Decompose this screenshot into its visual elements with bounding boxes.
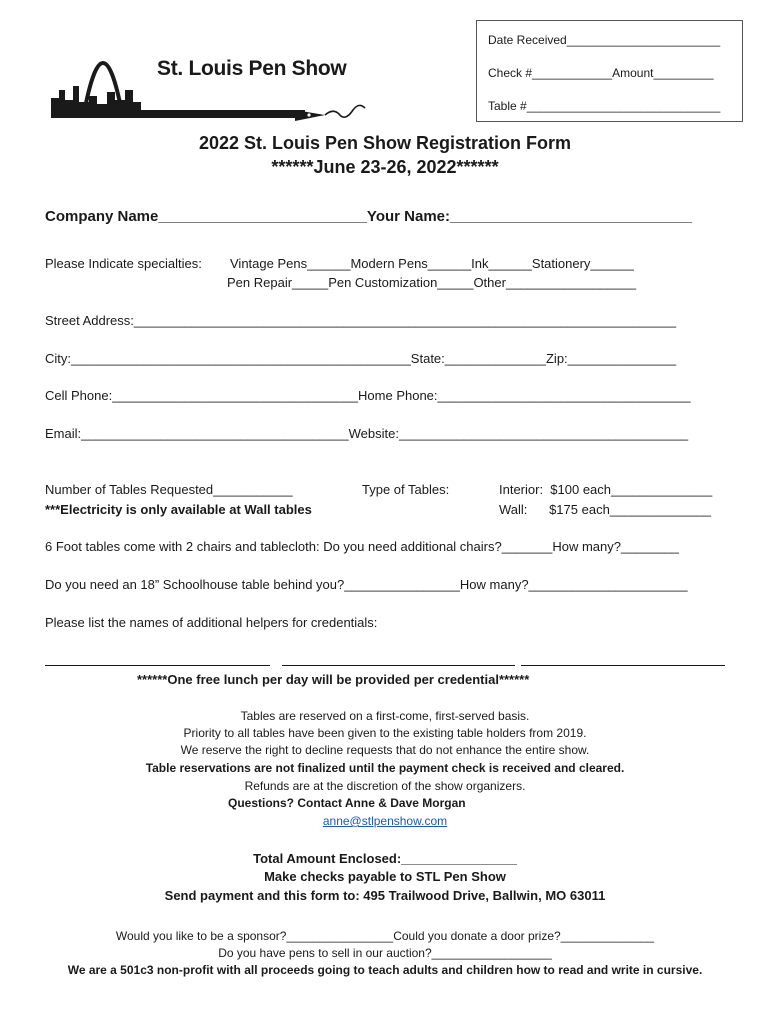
page-title: 2022 St. Louis Pen Show Registration Form bbox=[198, 133, 572, 153]
free-lunch-note: ******One free lunch per day will be provided per credential****** bbox=[137, 672, 530, 687]
street-address-field[interactable]: Street Address:___________________________________________________________________________ bbox=[45, 313, 677, 328]
payable-line: Make checks payable to STL Pen Show bbox=[264, 869, 506, 884]
nonprofit-statement: We are a 501c3 non-profit with all proceeds going to teach adults and children how to read and write in cursive. bbox=[67, 963, 703, 977]
city-state-zip-field[interactable]: City:_______________________________________________State:______________Zip:_______________ bbox=[45, 351, 677, 366]
logo-text: St. Louis Pen Show bbox=[157, 57, 347, 80]
check-amount-field[interactable]: Check #____________Amount_________ bbox=[488, 66, 714, 80]
refunds-line: Refunds are at the discretion of the show organizers. bbox=[244, 779, 526, 793]
helper-name-line-2[interactable] bbox=[282, 665, 515, 666]
wall-table-field[interactable]: Wall: $175 each______________ bbox=[499, 502, 712, 517]
interior-table-field[interactable]: Interior: $100 each______________ bbox=[499, 482, 713, 497]
contact-email-link[interactable]: anne@stlpenshow.com bbox=[322, 814, 448, 828]
tables-requested-field[interactable]: Number of Tables Requested___________ bbox=[45, 482, 293, 497]
logo bbox=[45, 38, 375, 126]
company-your-name-field[interactable]: Company Name_________________________Your Name:_____________________________ bbox=[45, 208, 692, 225]
skyline-pen-logo-icon bbox=[45, 38, 375, 126]
policy-bold-line: Table reservations are not finalized until the payment check is received and cleared. bbox=[145, 761, 625, 775]
event-dates: ******June 23-26, 2022****** bbox=[271, 157, 499, 177]
helper-name-line-1[interactable] bbox=[45, 665, 270, 666]
policy-line-3: We reserve the right to decline requests that do not enhance the entire show. bbox=[180, 743, 590, 757]
schoolhouse-table-field[interactable]: Do you need an 18” Schoolhouse table behind you?________________How many?______________________ bbox=[45, 577, 688, 592]
date-received-field[interactable]: Date Received_______________________ bbox=[488, 33, 721, 47]
phone-field[interactable]: Cell Phone:__________________________________Home Phone:___________________________________ bbox=[45, 388, 691, 403]
helpers-label: Please list the names of additional helpers for credentials: bbox=[45, 615, 378, 630]
auction-field[interactable]: Do you have pens to sell in our auction?__________________ bbox=[218, 946, 552, 960]
email-link-wrap bbox=[0, 814, 770, 828]
policy-line-1: Tables are reserved on a first-come, first-served basis. bbox=[240, 709, 530, 723]
sponsor-prize-field[interactable]: Would you like to be a sponsor?________________Could you donate a door prize?______________ bbox=[115, 929, 655, 943]
policy-line-2: Priority to all tables have been given to the existing table holders from 2019. bbox=[183, 726, 587, 740]
specialties-row-2[interactable]: Pen Repair_____Pen Customization_____Other__________________ bbox=[227, 275, 637, 290]
helper-name-line-3[interactable] bbox=[521, 665, 725, 666]
total-amount-field[interactable]: Total Amount Enclosed:________________ bbox=[253, 851, 517, 866]
type-of-tables-label: Type of Tables: bbox=[362, 482, 450, 497]
specialties-label: Please Indicate specialties: bbox=[45, 256, 202, 271]
electricity-note: ***Electricity is only available at Wall tables bbox=[45, 502, 312, 517]
email-website-field[interactable]: Email:_____________________________________Website:________________________________________ bbox=[45, 426, 689, 441]
specialties-row-1[interactable]: Vintage Pens______Modern Pens______Ink______Stationery______ bbox=[230, 256, 634, 271]
table-number-field[interactable]: Table #_____________________________ bbox=[488, 99, 721, 113]
questions-line: Questions? Contact Anne & Dave Morgan bbox=[228, 796, 466, 810]
additional-chairs-field[interactable]: 6 Foot tables come with 2 chairs and tablecloth: Do you need additional chairs?_______How many?________ bbox=[45, 539, 679, 554]
send-payment-line: Send payment and this form to: 495 Trailwood Drive, Ballwin, MO 63011 bbox=[164, 888, 606, 903]
